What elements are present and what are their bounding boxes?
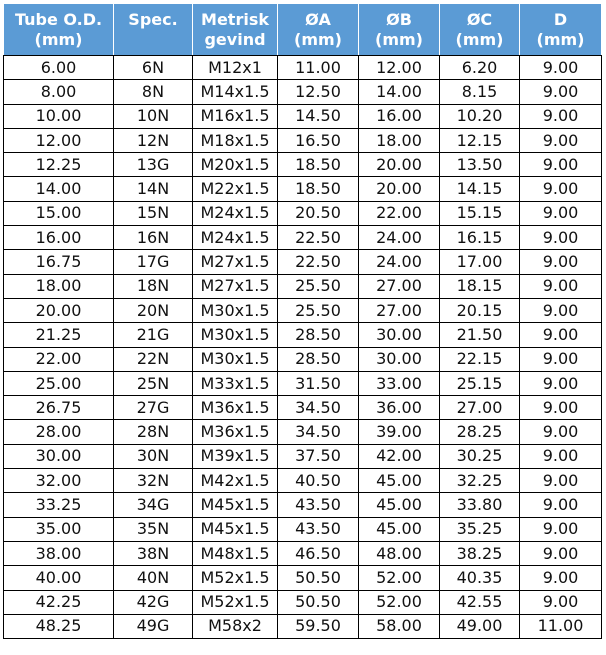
cell-diameter-c: 25.15 (440, 371, 520, 395)
cell-diameter-c: 21.50 (440, 323, 520, 347)
cell-spec: 15N (114, 201, 193, 225)
cell-diameter-b: 12.00 (359, 56, 440, 80)
table-row (4, 371, 602, 395)
cell-tube-od: 35.00 (4, 517, 114, 541)
cell-depth-d: 9.00 (520, 469, 602, 493)
cell-spec: 8N (114, 80, 193, 104)
cell-diameter-a: 59.50 (278, 614, 359, 638)
column-header-line2: gevind (204, 29, 266, 49)
table-row (4, 104, 602, 128)
column-header-line1: ØB (386, 9, 412, 29)
cell-tube-od: 40.00 (4, 566, 114, 590)
table-row (4, 250, 602, 274)
column-header-line2: (mm) (34, 29, 83, 49)
cell-metric-thread: M36x1.5 (193, 396, 278, 420)
column-header-line1: Metrisk (201, 9, 269, 29)
cell-diameter-c: 38.25 (440, 541, 520, 565)
cell-diameter-c: 35.25 (440, 517, 520, 541)
cell-diameter-b: 30.00 (359, 323, 440, 347)
table-row (4, 566, 602, 590)
cell-diameter-c: 8.15 (440, 80, 520, 104)
cell-depth-d: 9.00 (520, 274, 602, 298)
column-header-depth-d (520, 4, 602, 56)
cell-diameter-a: 40.50 (278, 469, 359, 493)
cell-diameter-a: 43.50 (278, 517, 359, 541)
cell-tube-od: 12.00 (4, 128, 114, 152)
cell-diameter-c: 16.15 (440, 226, 520, 250)
column-header-line1: Spec. (128, 9, 178, 29)
column-header-line2 (114, 30, 192, 50)
cell-diameter-b: 33.00 (359, 371, 440, 395)
column-header-line2: (mm) (375, 29, 423, 49)
cell-depth-d: 9.00 (520, 201, 602, 225)
cell-diameter-a: 25.50 (278, 274, 359, 298)
table-row (4, 444, 602, 468)
cell-depth-d: 9.00 (520, 420, 602, 444)
cell-diameter-b: 39.00 (359, 420, 440, 444)
cell-diameter-a: 16.50 (278, 128, 359, 152)
cell-metric-thread: M30x1.5 (193, 347, 278, 371)
cell-tube-od: 26.75 (4, 396, 114, 420)
cell-diameter-c: 6.20 (440, 56, 520, 80)
cell-depth-d: 9.00 (520, 541, 602, 565)
cell-diameter-c: 14.15 (440, 177, 520, 201)
cell-metric-thread: M42x1.5 (193, 469, 278, 493)
cell-diameter-c: 17.00 (440, 250, 520, 274)
cell-tube-od: 8.00 (4, 80, 114, 104)
cell-depth-d: 9.00 (520, 128, 602, 152)
cell-spec: 32N (114, 469, 193, 493)
cell-diameter-a: 25.50 (278, 298, 359, 322)
cell-tube-od: 30.00 (4, 444, 114, 468)
table-row (4, 590, 602, 614)
cell-diameter-a: 11.00 (278, 56, 359, 80)
cell-diameter-b: 22.00 (359, 201, 440, 225)
cell-diameter-a: 34.50 (278, 396, 359, 420)
cell-diameter-b: 36.00 (359, 396, 440, 420)
cell-tube-od: 16.75 (4, 250, 114, 274)
column-header-spec (114, 4, 193, 56)
table-row (4, 347, 602, 371)
table-row (4, 614, 602, 638)
cell-diameter-a: 50.50 (278, 590, 359, 614)
cell-metric-thread: M33x1.5 (193, 371, 278, 395)
cell-depth-d: 9.00 (520, 517, 602, 541)
cell-diameter-a: 46.50 (278, 541, 359, 565)
cell-diameter-c: 13.50 (440, 153, 520, 177)
cell-spec: 27G (114, 396, 193, 420)
cell-spec: 38N (114, 541, 193, 565)
cell-spec: 20N (114, 298, 193, 322)
cell-diameter-c: 18.15 (440, 274, 520, 298)
cell-spec: 34G (114, 493, 193, 517)
table-row (4, 517, 602, 541)
table-row (4, 128, 602, 152)
cell-diameter-b: 24.00 (359, 250, 440, 274)
cell-diameter-b: 48.00 (359, 541, 440, 565)
cell-metric-thread: M45x1.5 (193, 493, 278, 517)
cell-diameter-a: 18.50 (278, 177, 359, 201)
cell-metric-thread: M14x1.5 (193, 80, 278, 104)
cell-spec: 30N (114, 444, 193, 468)
cell-diameter-b: 24.00 (359, 226, 440, 250)
cell-depth-d: 9.00 (520, 371, 602, 395)
cell-tube-od: 6.00 (4, 56, 114, 80)
cell-metric-thread: M20x1.5 (193, 153, 278, 177)
table-row (4, 274, 602, 298)
cell-diameter-b: 52.00 (359, 566, 440, 590)
column-header-line2: (mm) (294, 29, 342, 49)
cell-diameter-c: 42.55 (440, 590, 520, 614)
cell-depth-d: 9.00 (520, 104, 602, 128)
table-row (4, 298, 602, 322)
cell-depth-d: 9.00 (520, 80, 602, 104)
cell-spec: 22N (114, 347, 193, 371)
cell-depth-d: 9.00 (520, 493, 602, 517)
cell-diameter-c: 12.15 (440, 128, 520, 152)
cell-spec: 35N (114, 517, 193, 541)
cell-tube-od: 42.25 (4, 590, 114, 614)
cell-tube-od: 21.25 (4, 323, 114, 347)
cell-diameter-b: 45.00 (359, 469, 440, 493)
table-header (4, 4, 602, 56)
cell-metric-thread: M16x1.5 (193, 104, 278, 128)
cell-spec: 12N (114, 128, 193, 152)
cell-depth-d: 9.00 (520, 250, 602, 274)
cell-diameter-b: 14.00 (359, 80, 440, 104)
cell-spec: 13G (114, 153, 193, 177)
cell-metric-thread: M24x1.5 (193, 201, 278, 225)
cell-depth-d: 9.00 (520, 347, 602, 371)
table-row (4, 56, 602, 80)
cell-depth-d: 11.00 (520, 614, 602, 638)
cell-tube-od: 22.00 (4, 347, 114, 371)
cell-tube-od: 15.00 (4, 201, 114, 225)
cell-depth-d: 9.00 (520, 323, 602, 347)
cell-spec: 6N (114, 56, 193, 80)
cell-diameter-b: 27.00 (359, 298, 440, 322)
cell-depth-d: 9.00 (520, 566, 602, 590)
cell-diameter-b: 18.00 (359, 128, 440, 152)
cell-metric-thread: M52x1.5 (193, 590, 278, 614)
cell-diameter-c: 22.15 (440, 347, 520, 371)
table-row (4, 177, 602, 201)
table-row (4, 396, 602, 420)
cell-metric-thread: M45x1.5 (193, 517, 278, 541)
cell-metric-thread: M30x1.5 (193, 323, 278, 347)
cell-tube-od: 33.25 (4, 493, 114, 517)
cell-diameter-c: 10.20 (440, 104, 520, 128)
table-row (4, 201, 602, 225)
table-row (4, 80, 602, 104)
cell-spec: 10N (114, 104, 193, 128)
cell-diameter-a: 37.50 (278, 444, 359, 468)
cell-depth-d: 9.00 (520, 590, 602, 614)
cell-tube-od: 38.00 (4, 541, 114, 565)
cell-diameter-b: 45.00 (359, 493, 440, 517)
header-row (4, 4, 602, 56)
cell-spec: 28N (114, 420, 193, 444)
cell-metric-thread: M24x1.5 (193, 226, 278, 250)
cell-metric-thread: M27x1.5 (193, 250, 278, 274)
cell-diameter-b: 30.00 (359, 347, 440, 371)
cell-diameter-c: 32.25 (440, 469, 520, 493)
cell-tube-od: 25.00 (4, 371, 114, 395)
cell-depth-d: 9.00 (520, 444, 602, 468)
cell-diameter-c: 27.00 (440, 396, 520, 420)
cell-tube-od: 28.00 (4, 420, 114, 444)
cell-diameter-b: 20.00 (359, 177, 440, 201)
column-header-metric-thread (193, 4, 278, 56)
cell-diameter-c: 40.35 (440, 566, 520, 590)
cell-tube-od: 10.00 (4, 104, 114, 128)
column-header-diameter-c (440, 4, 520, 56)
cell-diameter-b: 45.00 (359, 517, 440, 541)
cell-metric-thread: M39x1.5 (193, 444, 278, 468)
cell-tube-od: 14.00 (4, 177, 114, 201)
table-row (4, 541, 602, 565)
cell-depth-d: 9.00 (520, 177, 602, 201)
cell-metric-thread: M18x1.5 (193, 128, 278, 152)
column-header-diameter-a (278, 4, 359, 56)
cell-diameter-a: 12.50 (278, 80, 359, 104)
column-header-line1: D (553, 9, 568, 29)
cell-diameter-a: 20.50 (278, 201, 359, 225)
cell-metric-thread: M30x1.5 (193, 298, 278, 322)
column-header-line1: ØC (466, 9, 493, 29)
cell-spec: 40N (114, 566, 193, 590)
cell-diameter-c: 15.15 (440, 201, 520, 225)
cell-depth-d: 9.00 (520, 153, 602, 177)
cell-diameter-c: 30.25 (440, 444, 520, 468)
cell-metric-thread: M58x2 (193, 614, 278, 638)
cell-spec: 17G (114, 250, 193, 274)
table-row (4, 153, 602, 177)
cell-metric-thread: M52x1.5 (193, 566, 278, 590)
cell-diameter-a: 22.50 (278, 226, 359, 250)
cell-diameter-b: 52.00 (359, 590, 440, 614)
cell-depth-d: 9.00 (520, 396, 602, 420)
cell-depth-d: 9.00 (520, 56, 602, 80)
cell-diameter-b: 27.00 (359, 274, 440, 298)
cell-diameter-a: 34.50 (278, 420, 359, 444)
cell-tube-od: 32.00 (4, 469, 114, 493)
column-header-line1: ØA (305, 9, 331, 29)
column-header-line1: Tube O.D. (14, 9, 103, 29)
table-body (4, 56, 602, 639)
table-row (4, 226, 602, 250)
column-header-tube-od (4, 4, 114, 56)
cell-diameter-a: 31.50 (278, 371, 359, 395)
cell-diameter-a: 28.50 (278, 323, 359, 347)
cell-spec: 16N (114, 226, 193, 250)
cell-diameter-a: 14.50 (278, 104, 359, 128)
cell-spec: 14N (114, 177, 193, 201)
cell-diameter-c: 20.15 (440, 298, 520, 322)
cell-diameter-a: 50.50 (278, 566, 359, 590)
cell-tube-od: 48.25 (4, 614, 114, 638)
cell-tube-od: 12.25 (4, 153, 114, 177)
table-row (4, 420, 602, 444)
cell-tube-od: 18.00 (4, 274, 114, 298)
cell-diameter-c: 49.00 (440, 614, 520, 638)
table-row (4, 323, 602, 347)
cell-metric-thread: M27x1.5 (193, 274, 278, 298)
cell-metric-thread: M36x1.5 (193, 420, 278, 444)
cell-depth-d: 9.00 (520, 298, 602, 322)
cell-tube-od: 16.00 (4, 226, 114, 250)
cell-spec: 21G (114, 323, 193, 347)
cell-diameter-b: 20.00 (359, 153, 440, 177)
cell-diameter-b: 42.00 (359, 444, 440, 468)
cell-diameter-a: 43.50 (278, 493, 359, 517)
cell-diameter-a: 18.50 (278, 153, 359, 177)
cell-diameter-c: 28.25 (440, 420, 520, 444)
cell-metric-thread: M12x1 (193, 56, 278, 80)
cell-tube-od: 20.00 (4, 298, 114, 322)
cell-diameter-a: 28.50 (278, 347, 359, 371)
table-row (4, 493, 602, 517)
cell-diameter-b: 58.00 (359, 614, 440, 638)
cell-spec: 42G (114, 590, 193, 614)
column-header-line2: (mm) (455, 29, 504, 49)
cell-spec: 25N (114, 371, 193, 395)
tube-spec-table (3, 3, 602, 639)
column-header-diameter-b (359, 4, 440, 56)
column-header-line2: (mm) (536, 29, 585, 49)
cell-spec: 49G (114, 614, 193, 638)
cell-diameter-c: 33.80 (440, 493, 520, 517)
cell-metric-thread: M22x1.5 (193, 177, 278, 201)
spec-table-container (3, 3, 602, 639)
cell-spec: 18N (114, 274, 193, 298)
table-row (4, 469, 602, 493)
cell-depth-d: 9.00 (520, 226, 602, 250)
cell-metric-thread: M48x1.5 (193, 541, 278, 565)
cell-diameter-a: 22.50 (278, 250, 359, 274)
cell-diameter-b: 16.00 (359, 104, 440, 128)
